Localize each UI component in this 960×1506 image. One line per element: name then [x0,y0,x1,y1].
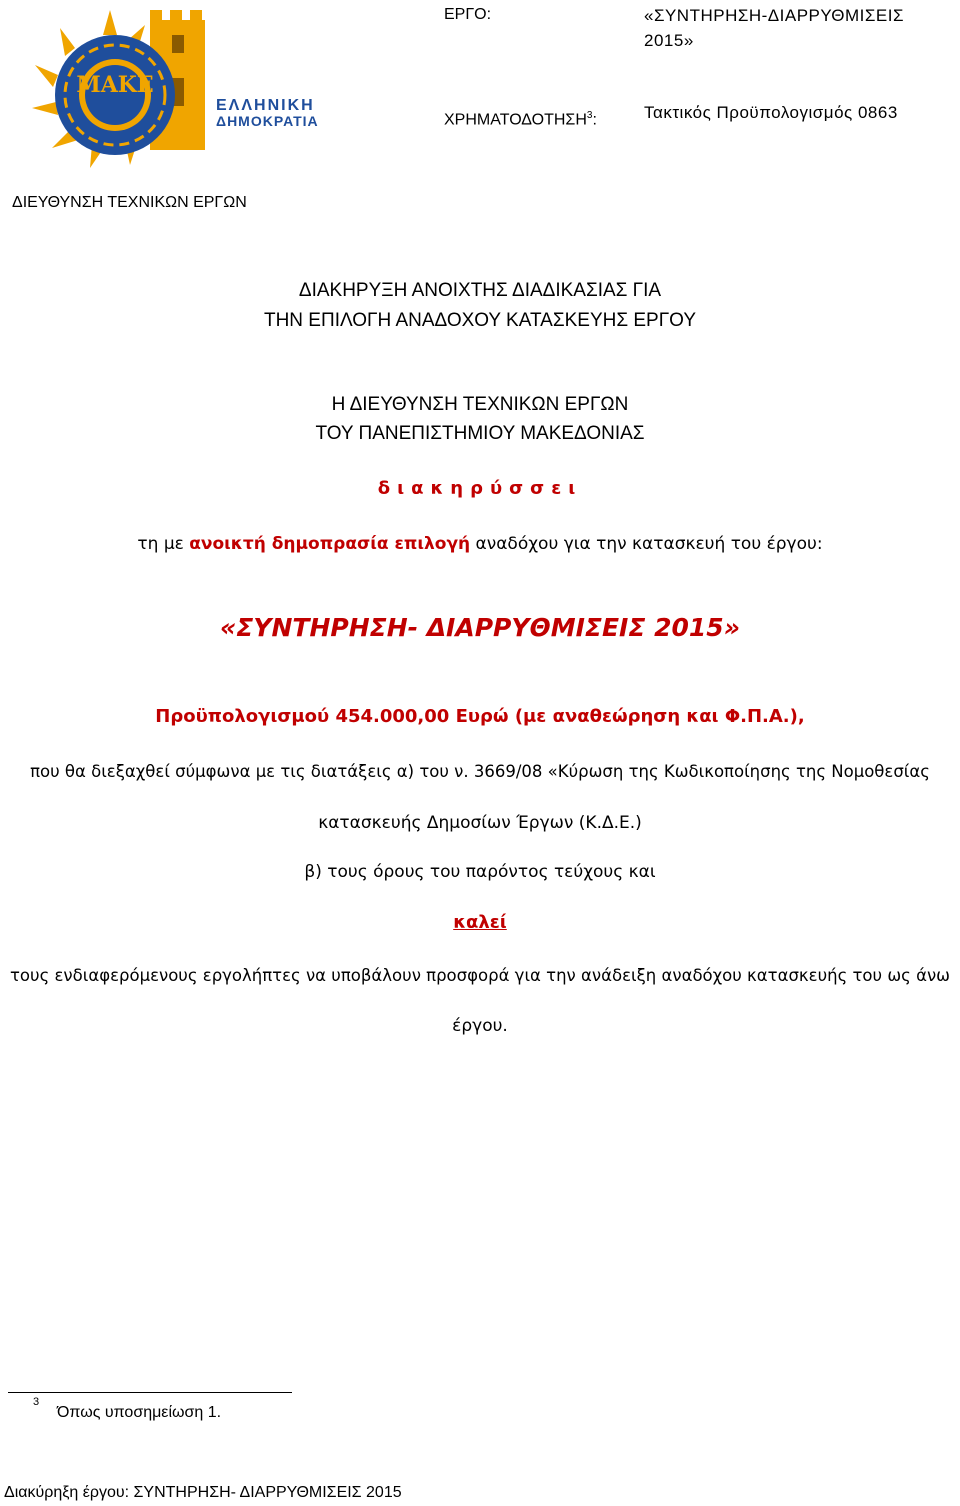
page-footer: Διακύρηξη έργου: ΣΥΝΤΗΡΗΣΗ- ΔΙΑΡΡΥΘΜΙΣΕΙΣ 2015 [4,1484,402,1501]
method-sentence [0,534,960,554]
method-prefix: τη με [137,534,190,554]
proclaims-heading: διακηρύσσει [377,478,583,499]
university-logo [20,0,340,175]
legal-basis-line3: β) τους όρους του παρόντος τεύχους και [304,862,656,882]
invitation-line1: τους ενδιαφερόμενους εργολήπτες να υποβάλουν προσφορά για την ανάδειξη αναδόχου κατασκευής του ως άνω [10,966,950,985]
svg-text:ΔΗΜΟΚΡΑΤΙΑ: ΔΗΜΟΚΡΑΤΙΑ [216,113,319,129]
issuer-line2: ΤΟΥ ΠΑΝΕΠΙΣΤΗΜΙΟΥ ΜΑΚΕΔΟΝΙΑΣ [315,423,645,444]
footnote-separator [8,1392,292,1393]
invitation-line2: έργου. [452,1016,508,1036]
logo-emblem-icon [20,0,340,175]
footnote-text: Όπως υποσημείωση 1. [57,1404,222,1421]
footnote-number: 3 [33,1396,40,1408]
document-title-line1: ΔΙΑΚΗΡΥΞΗ ΑΝΟΙΧΤΗΣ ΔΙΑΔΙΚΑΣΙΑΣ ΓΙΑ [298,280,662,301]
project-name: «ΣΥΝΤΗΡΗΣΗ- ΔΙΑΡΡΥΘΜΙΣΕΙΣ 2015» [220,613,740,642]
project-value-line1: «ΣΥΝΤΗΡΗΣΗ-ΔΙΑΡΡΥΘΜΙΣΕΙΣ [644,6,904,25]
legal-basis-line1: που θα διεξαχθεί σύμφωνα με τις διατάξεις α) του ν. 3669/08 «Κύρωση της Κωδικοποίησης της Νομοθεσίας [30,762,930,781]
funding-value: Τακτικός Προϋπολογισμός 0863 [644,103,898,122]
method-bold: ανοικτή δημοπρασία επιλογή [189,534,471,554]
document-title-line2: ΤΗΝ ΕΠΙΛΟΓΗ ΑΝΑΔΟΧΟΥ ΚΑΤΑΣΚΕΥΗΣ ΕΡΓΟΥ [263,310,697,331]
legal-basis-line2: κατασκευής Δημοσίων Έργων (Κ.Δ.Ε.) [318,813,642,833]
project-label: ΕΡΓΟ: [444,6,492,23]
funding-footnote-ref: 3 [586,110,593,121]
funding-label-text: ΧΡΗΜΑΤΟΔΟΤΗΣΗ [444,111,587,129]
budget-line: Προϋπολογισμού 454.000,00 Ευρώ (με αναθεώρηση και Φ.Π.Α.), [155,706,805,727]
svg-text:ΜΑΚΕ: ΜΑΚΕ [76,72,154,98]
issuer-line1: Η ΔΙΕΥΘΥΝΣΗ ΤΕΧΝΙΚΩΝ ΕΡΓΩΝ [331,394,629,415]
funding-colon: : [592,111,597,129]
method-suffix: αναδόχου για την κατασκευή του έργου: [470,534,823,554]
svg-text:ΕΛΛΗΝΙΚΗ: ΕΛΛΗΝΙΚΗ [216,97,315,114]
project-value-line2: 2015» [644,31,694,50]
invites-heading: καλεί [453,912,507,933]
funding-label [444,110,597,129]
department: ΔΙΕΥΘΥΝΣΗ ΤΕΧΝΙΚΩΝ ΕΡΓΩΝ [12,194,247,211]
